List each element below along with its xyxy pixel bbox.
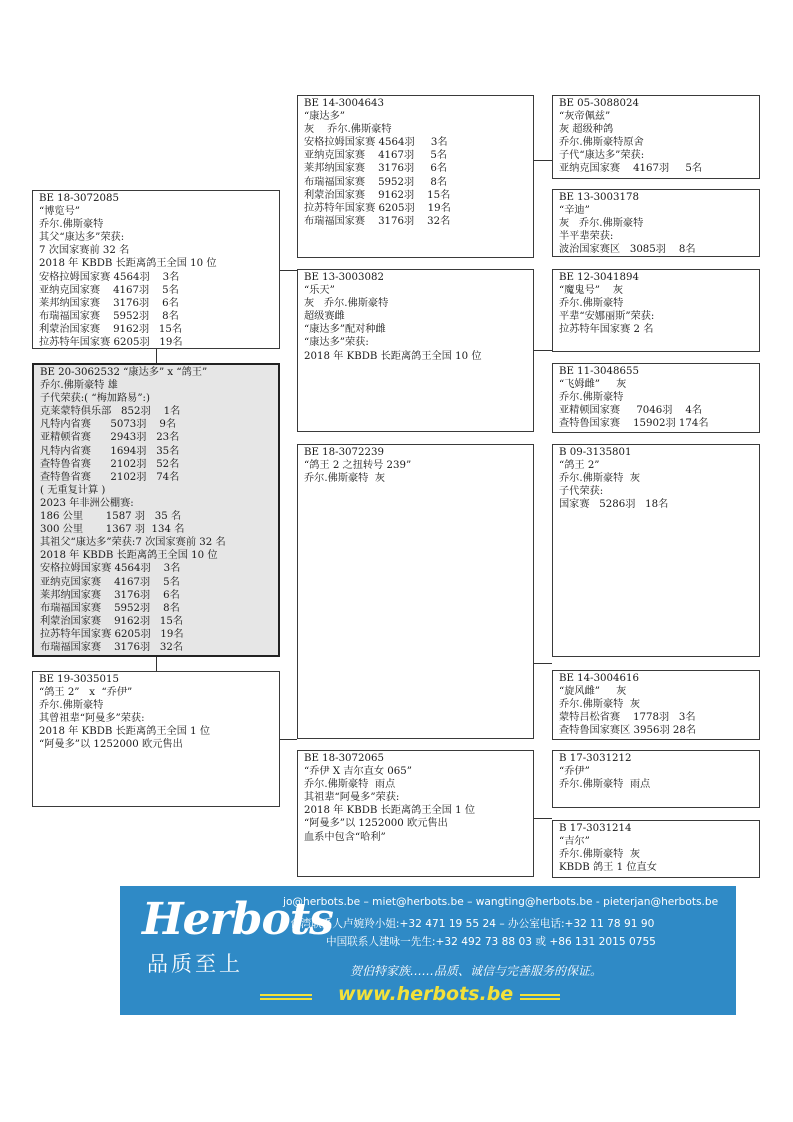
pedigree-line: B 17-3031212 <box>559 753 632 764</box>
pedigree-line: BE 13-3003082 <box>304 272 384 283</box>
pedigree-line: “乔伊 X 吉尔直女 065” <box>304 766 412 778</box>
pedigree-line: B 09-3135801 <box>559 447 632 458</box>
dam-dam-card <box>297 750 534 877</box>
pedigree-line: 布瑞福国家赛 3176羽 32名 <box>40 641 184 653</box>
sd-sire-card <box>552 269 760 352</box>
herbots-banner <box>120 886 736 1015</box>
pedigree-line: 乔尔.佛斯豪特 灰 <box>559 699 641 711</box>
sire-sire-card <box>297 95 534 258</box>
pedigree-line: 拉苏特年国家赛 6205羽 19名 <box>304 202 451 214</box>
connector-sd-gen4 <box>534 350 552 351</box>
pedigree-line: KBDB 鸽王 1 位直女 <box>559 862 657 874</box>
pedigree-line: 半平辈荣获: <box>559 231 614 243</box>
pedigree-line: “灰帝佩兹” <box>559 111 611 123</box>
pedigree-line: 其曾祖辈“阿曼多”荣获: <box>39 713 145 725</box>
pedigree-line: 查特鲁国家赛 15902羽 174名 <box>559 418 709 430</box>
pedigree-line: 乔尔.佛斯豪特 <box>39 700 104 712</box>
pedigree-line: 2018 年 KBDB 长距离鸽王全国 10 位 <box>304 350 482 362</box>
pedigree-line: BE 13-3003178 <box>559 192 639 203</box>
pedigree-line: “辛迪” <box>559 205 590 217</box>
pedigree-line: 亚精顿国家赛 7046羽 4名 <box>559 405 703 417</box>
pedigree-line: 灰 乔尔.佛斯豪特 <box>304 124 392 136</box>
pedigree-line: “飞姆雌” 灰 <box>559 379 627 391</box>
pedigree-line: 安格拉姆国家赛 4564羽 3名 <box>304 137 448 149</box>
pedigree-line: 亚纳克国家赛 4167羽 5名 <box>40 576 180 588</box>
pedigree-line: 300 公里 1367 羽 134 名 <box>40 524 185 536</box>
pedigree-line: 波治国家赛区 3085羽 8名 <box>559 244 696 256</box>
dd-sire-card <box>552 750 760 808</box>
pedigree-line: 子代荣获:( “梅加路易”:) <box>40 393 150 405</box>
pedigree-line: 灰 超级种鸽 <box>559 124 614 136</box>
connector-ds-gen4 <box>534 663 552 664</box>
pedigree-line: 亚纳克国家赛 4167羽 5名 <box>304 150 448 162</box>
pedigree-line: 灰 乔尔.佛斯豪特 <box>559 218 644 230</box>
pedigree-line: “阿曼多”以 1252000 欧元售出 <box>39 739 183 751</box>
pedigree-line: 乔尔.佛斯豪特 雄 <box>40 380 118 392</box>
pedigree-line: 布瑞福国家赛 5952羽 8名 <box>304 176 448 188</box>
pedigree-line: 拉苏特年国家赛 6205羽 19名 <box>39 337 183 349</box>
ds-sire-card <box>552 444 760 657</box>
pedigree-line: 亚纳克国家赛 4167羽 5名 <box>559 163 703 175</box>
pedigree-line: 安格拉姆国家赛 4564羽 3名 <box>40 563 181 575</box>
ss-sire-card <box>552 95 760 179</box>
pedigree-line: 7 次国家赛前 32 名 <box>39 245 130 257</box>
pedigree-line: BE 19-3035015 <box>39 674 119 685</box>
pedigree-line: 其祖父“康达多”荣获:7 次国家赛前 32 名 <box>40 537 226 549</box>
pedigree-line: 2023 年非洲公棚赛: <box>40 497 134 509</box>
pedigree-line: 子代荣获: <box>559 486 604 498</box>
pedigree-line: BE 20-3062532 “康达多” x “鸽王” <box>40 367 208 378</box>
pedigree-line: 乔尔.佛斯豪特 <box>39 219 104 231</box>
pedigree-line: 查特鲁国家赛区 3956羽 28名 <box>559 725 697 737</box>
banner-emails[interactable]: jo@herbots.be – miet@herbots.be – wangting@herbots.be - pieterjan@herbots.be <box>283 896 719 908</box>
pedigree-line: 乔尔.佛斯豪特 灰 <box>304 473 386 485</box>
pedigree-line: 乔尔.佛斯豪特 <box>559 298 624 310</box>
pedigree-line: 平辈“安娜丽斯”荣获: <box>559 311 655 323</box>
pedigree-line: BE 18-3072239 <box>304 447 384 458</box>
pedigree-line: 布瑞福国家赛 5952羽 8名 <box>39 310 179 322</box>
website-link[interactable]: www.herbots.be <box>338 983 514 1005</box>
pedigree-line: “鸽王 2” x “乔伊” <box>39 687 133 699</box>
connector-subject-dam <box>156 657 157 671</box>
pedigree-line: 亚精顿省赛 2943羽 23名 <box>40 432 180 444</box>
pedigree-line: 灰 乔尔.佛斯豪特 <box>304 298 389 310</box>
connector-dd-gen4 <box>534 818 552 819</box>
website-left-rule-2 <box>260 998 312 1000</box>
pedigree-line: 布瑞福国家赛 5952羽 8名 <box>40 602 180 614</box>
pedigree-line: BE 11-3048655 <box>559 366 639 377</box>
pedigree-line: 其父“康达多”荣获: <box>39 232 125 244</box>
pedigree-line: “乔伊” <box>559 766 590 778</box>
pedigree-line: “魔鬼号” 灰 <box>559 285 624 297</box>
pedigree-line: 乔尔.佛斯豪特 雨点 <box>304 779 396 791</box>
pedigree-line: “旋风雌” 灰 <box>559 686 627 698</box>
sire-dam-card <box>297 269 534 432</box>
pedigree-line: BE 12-3041894 <box>559 272 639 283</box>
pedigree-line: 亚纳克国家赛 4167羽 5名 <box>39 284 179 296</box>
pedigree-line: 2018 年 KBDB 长距离鸽王全国 10 位 <box>39 258 217 270</box>
pedigree-line: “康达多”配对种雌 <box>304 324 386 336</box>
subject-pigeon-card <box>32 363 280 657</box>
pedigree-line: “鸽王 2 之扭转号 239” <box>304 460 412 472</box>
pedigree-line: “乐天” <box>304 285 335 297</box>
taiwan-contact: 台湾联系人卢婉羚小姐:+32 471 19 55 24 – 办公室电话:+32 11 78 91 90 <box>290 918 655 930</box>
pedigree-line: 莱邦纳国家赛 3176羽 6名 <box>304 163 448 175</box>
pedigree-line: 2018 年 KBDB 长距离鸽王全国 1 位 <box>39 726 211 738</box>
pedigree-line: 蒙特吕松省赛 1778羽 3名 <box>559 712 696 724</box>
pedigree-line: B 17-3031214 <box>559 823 632 834</box>
pedigree-line: 安格拉姆国家赛 4564羽 3名 <box>39 271 180 283</box>
pedigree-line: 拉苏特年国家赛 6205羽 19名 <box>40 628 184 640</box>
pedigree-line: 查特鲁省赛 2102羽 52名 <box>40 458 180 470</box>
connector-dam-gen3 <box>280 739 297 740</box>
dam-sire-card <box>297 444 534 739</box>
pedigree-line: 子代“康达多”荣获: <box>559 150 645 162</box>
pedigree-line: 利蒙治国家赛 9162羽 15名 <box>40 615 184 627</box>
website-right-rule-2 <box>520 998 560 1000</box>
herbots-logo: Herbots <box>142 894 333 945</box>
pedigree-line: 国家赛 5286羽 18名 <box>559 499 669 511</box>
pedigree-line: 2018 年 KBDB 长距离鸽王全国 1 位 <box>304 805 476 817</box>
pedigree-line: 其祖辈“阿曼多”荣获: <box>304 792 400 804</box>
dam-card <box>32 671 280 807</box>
pedigree-line: BE 18-3072065 <box>304 753 384 764</box>
pedigree-line: 拉苏特年国家赛 2 名 <box>559 324 654 336</box>
pedigree-line: BE 18-3072085 <box>39 193 119 204</box>
pedigree-line: 乔尔.佛斯豪特 灰 <box>559 473 641 485</box>
pedigree-line: 乔尔.佛斯豪特 雨点 <box>559 779 651 791</box>
ds-dam-card <box>552 670 760 740</box>
connector-ss-gen4 <box>534 160 552 161</box>
pedigree-line: BE 14-3004616 <box>559 673 639 684</box>
banner-slogan: 品质至上 <box>147 952 243 976</box>
pedigree-line: 乔尔.佛斯豪特原舍 <box>559 137 644 149</box>
sd-dam-card <box>552 363 760 433</box>
pedigree-line: 凡特内省赛 1694羽 35名 <box>40 445 180 457</box>
connector-sire-subject <box>156 349 157 363</box>
pedigree-line: 莱邦纳国家赛 3176羽 6名 <box>40 589 180 601</box>
website-right-rule <box>520 994 560 996</box>
ss-dam-card <box>552 189 760 257</box>
sire-card <box>32 190 280 349</box>
pedigree-line: 布瑞福国家赛 3176羽 32名 <box>304 215 451 227</box>
website-left-rule <box>260 994 312 996</box>
pedigree-line: “阿曼多”以 1252000 欧元售出 <box>304 818 448 830</box>
pedigree-line: 超级赛雌 <box>304 311 345 323</box>
connector-sire-gen3 <box>280 270 297 271</box>
pedigree-line: 利蒙治国家赛 9162羽 15名 <box>39 323 183 335</box>
pedigree-line: 186 公里 1587 羽 35 名 <box>40 511 182 523</box>
pedigree-line: BE 05-3088024 <box>559 98 639 109</box>
pedigree-line: “博览号” <box>39 206 80 218</box>
pedigree-line: 乔尔.佛斯豪特 灰 <box>559 849 641 861</box>
pedigree-line: ( 无重复计算 ) <box>40 484 106 496</box>
pedigree-line: “康达多”荣获: <box>304 337 369 349</box>
china-contact: 中国联系人建咏一先生:+32 492 73 88 03 或 +86 131 2015 0755 <box>326 936 656 948</box>
dd-dam-card <box>552 820 760 878</box>
pedigree-line: 凡特内省赛 5073羽 9名 <box>40 419 177 431</box>
pedigree-line: “康达多” <box>304 111 345 123</box>
pedigree-line: 克莱蒙特俱乐部 852羽 1名 <box>40 406 181 418</box>
pedigree-line: 莱邦纳国家赛 3176羽 6名 <box>39 297 179 309</box>
pedigree-line: 2018 年 KBDB 长距离鸽王全国 10 位 <box>40 550 218 562</box>
pedigree-line: 利蒙治国家赛 9162羽 15名 <box>304 189 451 201</box>
pedigree-line: “吉尔” <box>559 836 590 848</box>
pedigree-line: 血系中包含“哈利” <box>304 831 386 843</box>
banner-tagline: 贺伯特家族……品质、诚信与完善服务的保证。 <box>350 964 603 978</box>
pedigree-line: BE 14-3004643 <box>304 98 384 109</box>
pedigree-line: “鸽王 2” <box>559 460 600 472</box>
pedigree-line: 乔尔.佛斯豪特 <box>559 392 624 404</box>
pedigree-line: 查特鲁省赛 2102羽 74名 <box>40 471 180 483</box>
